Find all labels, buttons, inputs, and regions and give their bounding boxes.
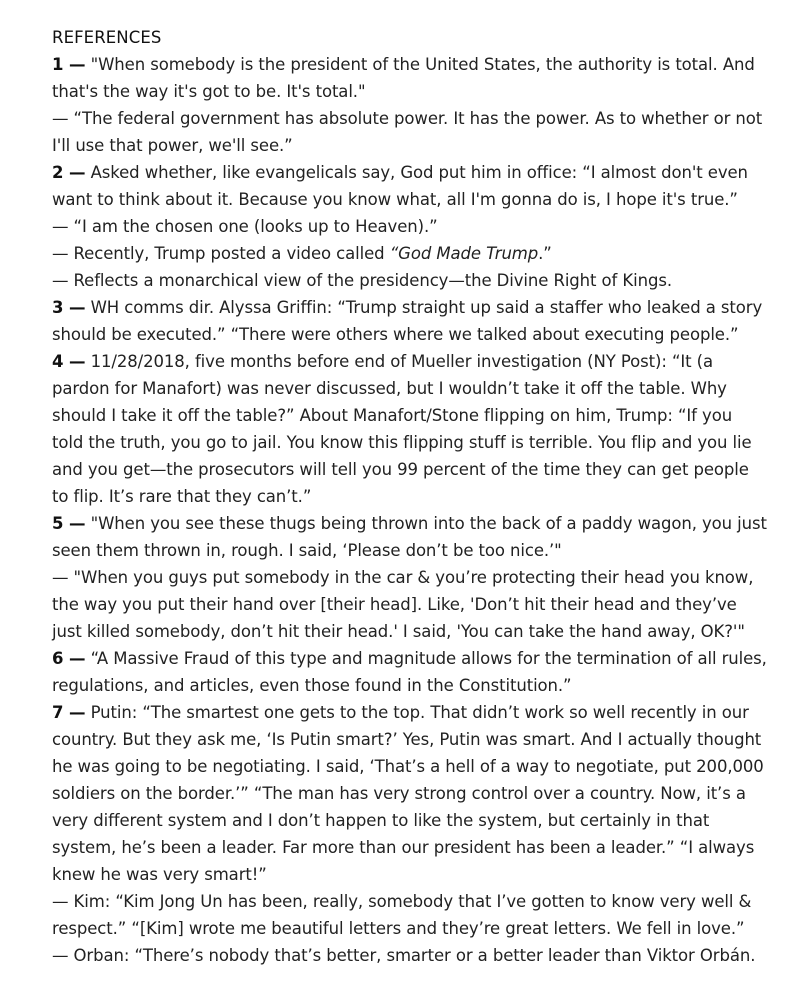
paragraph-2d [52,267,768,294]
ref-number-5: 5 — [52,514,86,533]
paragraph-text-end: .” [538,244,552,263]
paragraph-text: — “The federal government has absolute power. It has the power. As to whether or not I'll use that power, we'll see.” [52,109,763,155]
paragraph-5b [52,564,768,645]
ref-number-1: 1 — [52,55,86,74]
ref-number-2: 2 — [52,163,86,182]
paragraph-1 [52,51,768,105]
paragraph-2c [52,240,768,267]
paragraph-text: "When you see these thugs being thrown into the back of a paddy wagon, you just seen them thrown in, rough. I said, ‘Please don’t be too nice.’" [52,514,767,560]
paragraph-text: — “I am the chosen one (looks up to Heaven).” [52,217,438,236]
paragraph-3 [52,294,768,348]
paragraph-text: 11/28/2018, five months before end of Mueller investigation (NY Post): “It (a pardon for Manafort) was never discussed, but I wouldn’t take it off the table. Why should I take it off the table?” About Manafort/Stone flipping on him, Trump: “If you told the truth, you go to jail. You know this flipping stuff is terrible. You flip and you lie and you get—the prosecutors will tell you 99 percent of the time they can get people to flip. It’s rare that they can’t.” [52,352,752,506]
references-heading: REFERENCES [52,28,162,47]
paragraph-7c [52,942,768,969]
paragraph-7b [52,888,768,942]
paragraph-2b [52,213,768,240]
ref-number-4: 4 — [52,352,86,371]
paragraph-text: — Kim: “Kim Jong Un has been, really, somebody that I’ve gotten to know very well & respect.” “[Kim] wrote me beautiful letters and they’re great letters. We fell in love.” [52,892,752,938]
paragraph-text: — Recently, Trump posted a video called [52,244,390,263]
paragraph-7 [52,699,768,888]
paragraph-5 [52,510,768,564]
paragraph-text: WH comms dir. Alyssa Griffin: “Trump straight up said a staffer who leaked a story should be executed.” “There were others where we talked about executing people.” [52,298,763,344]
paragraph-text: "When somebody is the president of the United States, the authority is total. And that's the way it's got to be. It's total." [52,55,755,101]
paragraph-text: — Orban: “There’s nobody that’s better, smarter or a better leader than Viktor Orbán. [52,946,756,965]
video-title: “God Made Trump [389,244,539,263]
paragraph-text: — "When you guys put somebody in the car & you’re protecting their head you know, the way you put their hand over [their head]. Like, 'Don’t hit their head and they’ve just killed somebody, don’t hit their head.' I said, 'You can take the hand away, OK?'" [52,568,754,641]
ref-number-3: 3 — [52,298,86,317]
paragraph-1b [52,105,768,159]
paragraph-6 [52,645,768,699]
ref-number-6: 6 — [52,649,86,668]
paragraph-text: Asked whether, like evangelicals say, God put him in office: “I almost don't even want to think about it. Because you know what, all I'm gonna do is, I hope it's true.” [52,163,748,209]
paragraph-text: Putin: “The smartest one gets to the top. That didn’t work so well recently in our country. But they ask me, ‘Is Putin smart?’ Yes, Putin was smart. And I actually thought he was going to be negotiating. I said, ‘That’s a hell of a way to negotiate, put 200,000 soldiers on the border.’” “The man has very strong control over a country. Now, it’s a very different system and I don’t happen to like the system, but certainly in that system, he’s been a leader. Far more than our president has been a leader.” “I always knew he was very smart!” [52,703,764,884]
paragraph-text: “A Massive Fraud of this type and magnitude allows for the termination of all rules, regulations, and articles, even those found in the Constitution.” [52,649,767,695]
paragraph-text: — Reflects a monarchical view of the presidency—the Divine Right of Kings. [52,271,672,290]
paragraph-4 [52,348,768,510]
paragraph-2 [52,159,768,213]
ref-number-7: 7 — [52,703,86,722]
